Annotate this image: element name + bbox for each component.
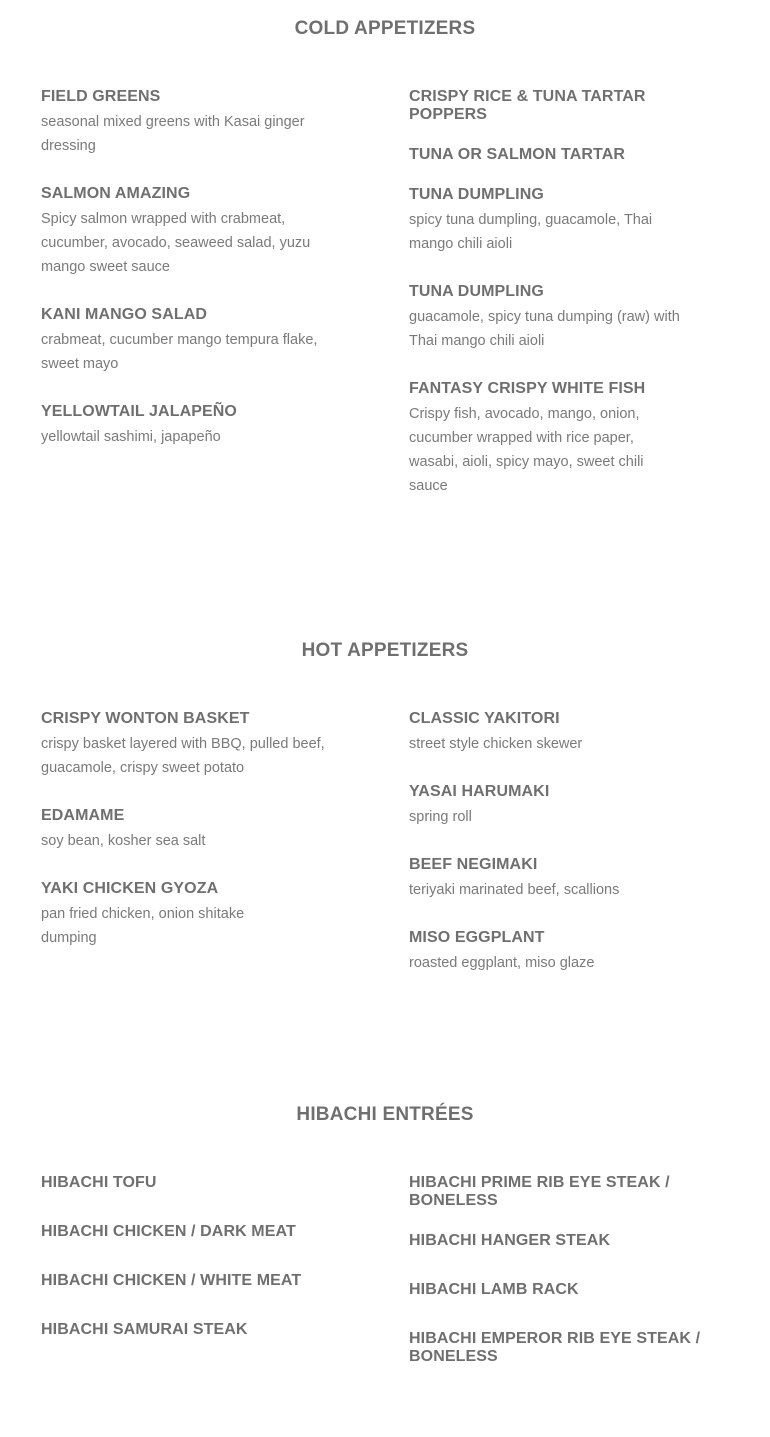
- item-name: HIBACHI CHICKEN / DARK MEAT: [41, 1223, 296, 1240]
- menu-item: [409, 783, 719, 829]
- menu-item: [409, 1281, 719, 1299]
- left-column: [41, 710, 331, 977]
- menu-item: [41, 403, 331, 449]
- section-title: HOT APPETIZERS: [301, 640, 469, 661]
- item-name: CRISPY WONTON BASKET: [41, 710, 250, 727]
- item-name: FANTASY CRISPY WHITE FISH: [409, 380, 646, 397]
- menu-item: [409, 929, 719, 975]
- menu-item: [409, 1174, 719, 1210]
- section-title: HIBACHI ENTRÉES: [296, 1104, 474, 1125]
- menu-item: [409, 186, 719, 256]
- section-hot-appetizers: [0, 640, 770, 971]
- item-description: yellowtail sashimi, japapeño: [41, 429, 221, 445]
- menu-item: [41, 1272, 331, 1290]
- menu-item: [409, 856, 719, 902]
- left-column: [41, 1174, 331, 1370]
- menu-item: [409, 88, 719, 124]
- item-description: street style chicken skewer: [409, 736, 583, 752]
- item-description: soy bean, kosher sea salt: [41, 833, 206, 849]
- item-name: CLASSIC YAKITORI: [409, 710, 560, 727]
- item-description: roasted eggplant, miso glaze: [409, 955, 595, 971]
- left-column: [41, 88, 331, 476]
- menu-item: [41, 807, 331, 853]
- item-description: Crispy fish, avocado, mango, onion, cucumber wrapped with rice paper, wasabi, aioli, spicy mayo, sweet chili sauce: [409, 406, 644, 494]
- item-name: CRISPY RICE & TUNA TARTAR POPPERS: [409, 88, 646, 123]
- item-name: FIELD GREENS: [41, 88, 161, 105]
- item-name: EDAMAME: [41, 807, 125, 824]
- menu-item: [41, 880, 331, 950]
- item-name: YELLOWTAIL JALAPEÑO: [41, 403, 237, 420]
- item-description: Spicy salmon wrapped with crabmeat, cucumber, avocado, seaweed salad, yuzu mango sweet sauce: [41, 211, 311, 275]
- item-description: crabmeat, cucumber mango tempura flake, sweet mayo: [41, 332, 318, 372]
- menu-item: [41, 1223, 331, 1241]
- section-cold-appetizers: [0, 18, 770, 494]
- section-hibachi-entrees: [0, 1104, 770, 1365]
- right-column: [409, 1174, 719, 1397]
- item-description: pan fried chicken, onion shitake dumping: [41, 906, 245, 946]
- item-description: teriyaki marinated beef, scallions: [409, 882, 620, 898]
- item-name: HIBACHI LAMB RACK: [409, 1281, 579, 1298]
- item-name: YASAI HARUMAKI: [409, 783, 550, 800]
- menu-item: [41, 710, 331, 780]
- menu-item: [409, 1330, 719, 1366]
- menu-item: [409, 710, 719, 756]
- item-description: crispy basket layered with BBQ, pulled beef, guacamole, crispy sweet potato: [41, 736, 325, 776]
- menu-item: [41, 1321, 331, 1339]
- menu-item: [41, 88, 331, 158]
- item-description: guacamole, spicy tuna dumping (raw) with Thai mango chili aioli: [409, 309, 680, 349]
- item-name: SALMON AMAZING: [41, 185, 191, 202]
- section-title: COLD APPETIZERS: [294, 18, 476, 39]
- right-column: [409, 710, 719, 1002]
- menu-item: [409, 146, 719, 164]
- item-name: HIBACHI EMPEROR RIB EYE STEAK / BONELESS: [409, 1330, 701, 1365]
- item-name: KANI MANGO SALAD: [41, 306, 208, 323]
- item-name: TUNA OR SALMON TARTAR: [409, 146, 625, 163]
- menu-item: [409, 1232, 719, 1250]
- menu-item: [41, 306, 331, 376]
- item-name: HIBACHI PRIME RIB EYE STEAK / BONELESS: [409, 1174, 670, 1209]
- menu-item: [41, 1174, 331, 1192]
- item-name: HIBACHI SAMURAI STEAK: [41, 1321, 248, 1338]
- item-name: HIBACHI CHICKEN / WHITE MEAT: [41, 1272, 302, 1289]
- item-name: BEEF NEGIMAKI: [409, 856, 538, 873]
- item-description: spring roll: [409, 809, 472, 825]
- item-name: HIBACHI HANGER STEAK: [409, 1232, 611, 1249]
- item-name: TUNA DUMPLING: [409, 283, 544, 300]
- item-description: spicy tuna dumpling, guacamole, Thai mango chili aioli: [409, 212, 653, 252]
- item-description: seasonal mixed greens with Kasai ginger dressing: [41, 114, 305, 154]
- menu-item: [409, 283, 719, 353]
- item-name: TUNA DUMPLING: [409, 186, 544, 203]
- item-name: HIBACHI TOFU: [41, 1174, 157, 1191]
- menu-item: [41, 185, 331, 279]
- menu-item: [409, 380, 719, 498]
- item-name: MISO EGGPLANT: [409, 929, 545, 946]
- item-name: YAKI CHICKEN GYOZA: [41, 880, 219, 897]
- right-column: [409, 88, 719, 525]
